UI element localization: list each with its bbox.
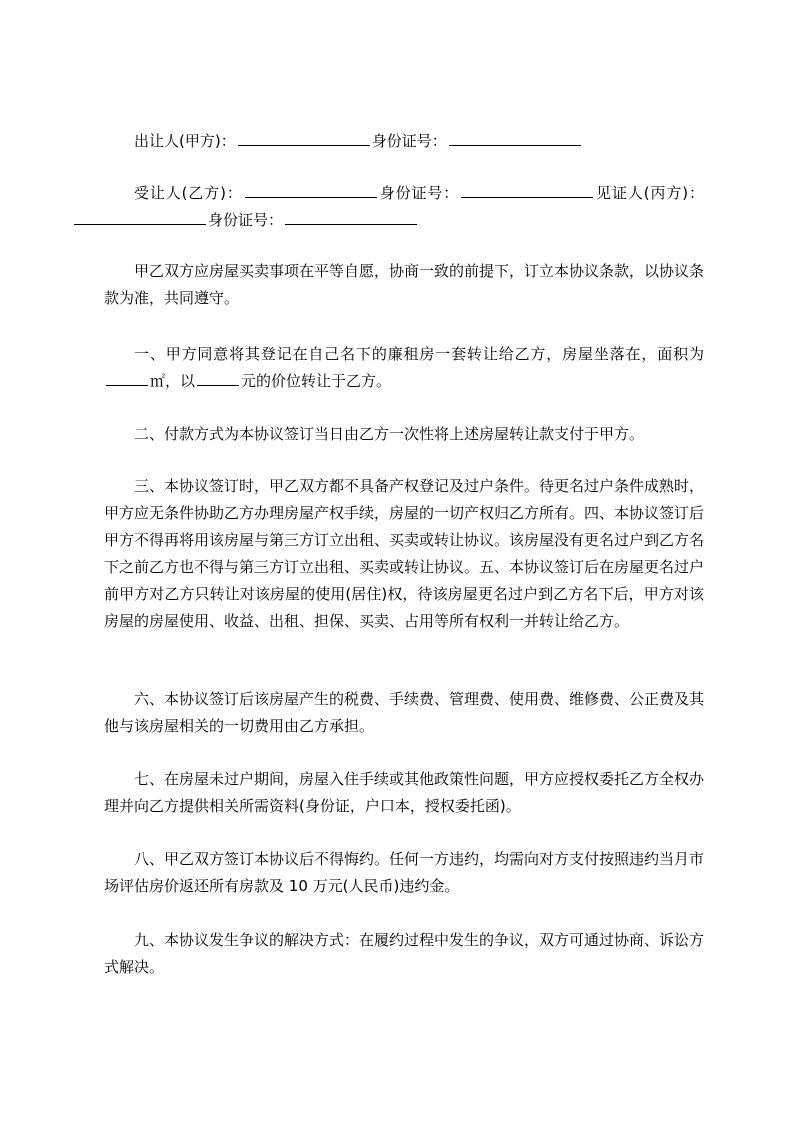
clause-9: 九、本协议发生争议的解决方式：在履约过程中发生的争议，双方可通过协商、诉讼方式解决。	[104, 931, 705, 976]
party-b-label: 受让人(乙方)：	[134, 184, 243, 202]
party-a-label: 出让人(甲方)：	[134, 132, 236, 150]
clause-1-text-b: 元的价位转让于乙方。	[241, 372, 392, 390]
clause-7: 七、在房屋未过户期间，房屋入住手续或其他政策性问题，甲方应授权委托乙方全权办理并向乙方提供相关所需资料(身份证，户口本，授权委托函)。	[104, 770, 705, 815]
party-b-name-blank	[245, 181, 377, 198]
clause-1-text-a: 一、甲方同意将其登记在自己名下的廉租房一套转让给乙方，房屋坐落在，面积为	[134, 345, 704, 363]
preamble: 甲乙双方应房屋买卖事项在平等自愿，协商一致的前提下，订立本协议条款，以协议条款为准，共同遵守。	[104, 262, 705, 307]
clause-8: 八、甲乙双方签订本协议后不得悔约。任何一方违约，均需向对方支付按照违约当月市场评估房价返还所有房款及 10 万元(人民币)违约金。	[104, 850, 705, 895]
clause-3: 三、本协议签订时，甲乙双方都不具备产权登记及过户条件。待更名过户条件成熟时，甲方应无条件协助乙方办理房屋产权手续，房屋的一切产权归乙方所有。四、本协议签订后甲方不得再将用该房屋与第三方订立出租、买卖或转让协议。该房屋没有更名过户到乙方名下之前乙方也不得与第三方订立出租、买卖或转让协议。五、本协议签订后在房屋更名过户前甲方对乙方只转让对该房屋的使用(居住)权，待该房屋更名过户到乙方名下后，甲方对该房屋的房屋使用、收益、出租、担保、买卖、占用等所有权利一并转让给乙方。	[104, 477, 705, 630]
witness-name-blank	[74, 208, 206, 225]
witness-label: 见证人(丙方)：	[595, 184, 704, 202]
party-b-id-label: 身份证号：	[378, 184, 460, 202]
clause-2: 二、付款方式为本协议签订当日由乙方一次性将上述房屋转让款支付于甲方。	[134, 425, 645, 443]
clause-6: 六、本协议签订后该房屋产生的税费、手续费、管理费、使用费、维修费、公正费及其他与该房屋相关的一切费用由乙方承担。	[104, 690, 705, 735]
party-b-id-blank	[461, 181, 593, 198]
party-a-name-blank	[238, 129, 370, 146]
party-a-id-blank	[449, 129, 581, 146]
price-blank	[197, 369, 239, 386]
party-a-id-label: 身份证号：	[371, 132, 447, 150]
clause-1-unit: ㎡，以	[150, 372, 196, 390]
witness-id-label: 身份证号：	[208, 211, 284, 229]
clause-1	[104, 341, 704, 395]
area-blank	[106, 369, 148, 386]
party-a-line	[104, 128, 704, 155]
party-b-witness-line	[104, 180, 704, 234]
witness-id-blank	[285, 208, 417, 225]
